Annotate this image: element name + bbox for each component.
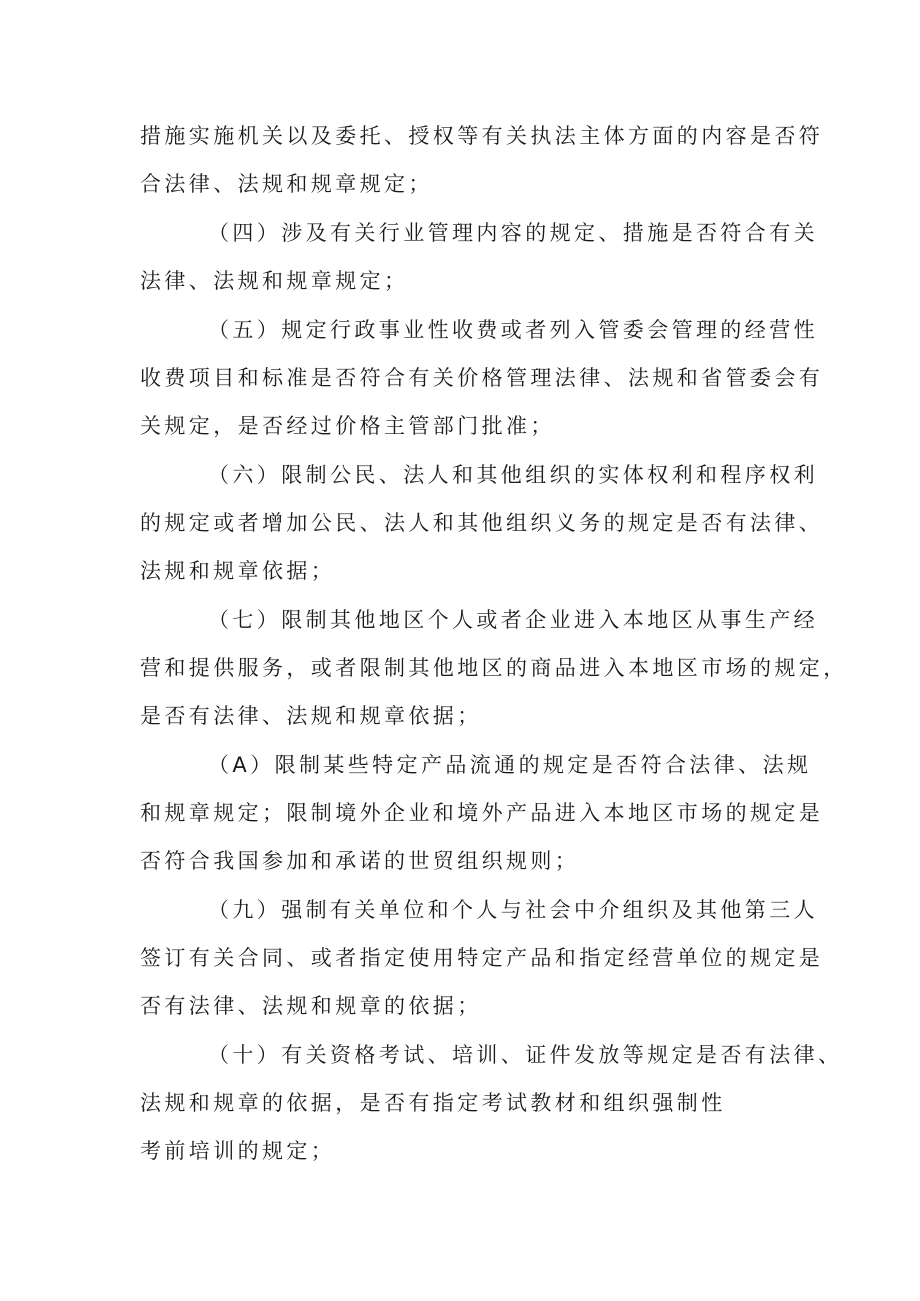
text-line: 合法律、法规和规章规定； <box>140 172 433 196</box>
paragraph-item-5-line: （五）规定行政事业性收费或者列入管委会管理的经营性 <box>208 318 818 342</box>
text-line: 考前培训的规定； <box>140 1139 336 1163</box>
text-line: 法律、法规和规章规定； <box>140 269 409 293</box>
text-line: 否符合我国参加和承诺的世贸组织规则； <box>140 849 580 873</box>
paragraph-item-6-line: （六）限制公民、法人和其他组织的实体权利和程序权利 <box>208 463 818 487</box>
text-line: 措施实施机关以及委托、授权等有关执法主体方面的内容是否符 <box>140 124 824 148</box>
text-line: 的规定或者增加公民、法人和其他组织义务的规定是否有法律、 <box>140 511 824 535</box>
text-line: 收费项目和标准是否符合有关价格管理法律、法规和省管委会有 <box>140 366 824 390</box>
paragraph-item-9-line: （九）强制有关单位和个人与社会中介组织及其他第三人 <box>208 898 818 922</box>
text-line: 法规和规章依据； <box>140 559 336 583</box>
text-line: 法规和规章的依据，是否有指定考试教材和组织强制性 <box>140 1091 726 1115</box>
text-line: 是否有法律、法规和规章依据； <box>140 704 482 728</box>
text-line: 签订有关合同、或者指定使用特定产品和指定经营单位的规定是 <box>140 946 824 970</box>
text-line: 营和提供服务，或者限制其他地区的商品进入本地区市场的规定， <box>140 656 848 680</box>
paragraph-item-10-line: （十）有关资格考试、培训、证件发放等规定是否有法律、 <box>208 1043 843 1067</box>
paragraph-item-4-line: （四）涉及有关行业管理内容的规定、措施是否符合有关 <box>208 221 818 245</box>
text-line: 关规定，是否经过价格主管部门批准； <box>140 414 555 438</box>
text-line: 否有法律、法规和规章的依据； <box>140 994 482 1018</box>
paragraph-item-7-line: （七）限制其他地区个人或者企业进入本地区从事生产经 <box>208 608 818 632</box>
paragraph-item-8-line: （A）限制某些特定产品流通的规定是否符合法律、法规 <box>208 753 812 777</box>
text-line: 和规章规定；限制境外企业和境外产品进入本地区市场的规定是 <box>140 801 824 825</box>
